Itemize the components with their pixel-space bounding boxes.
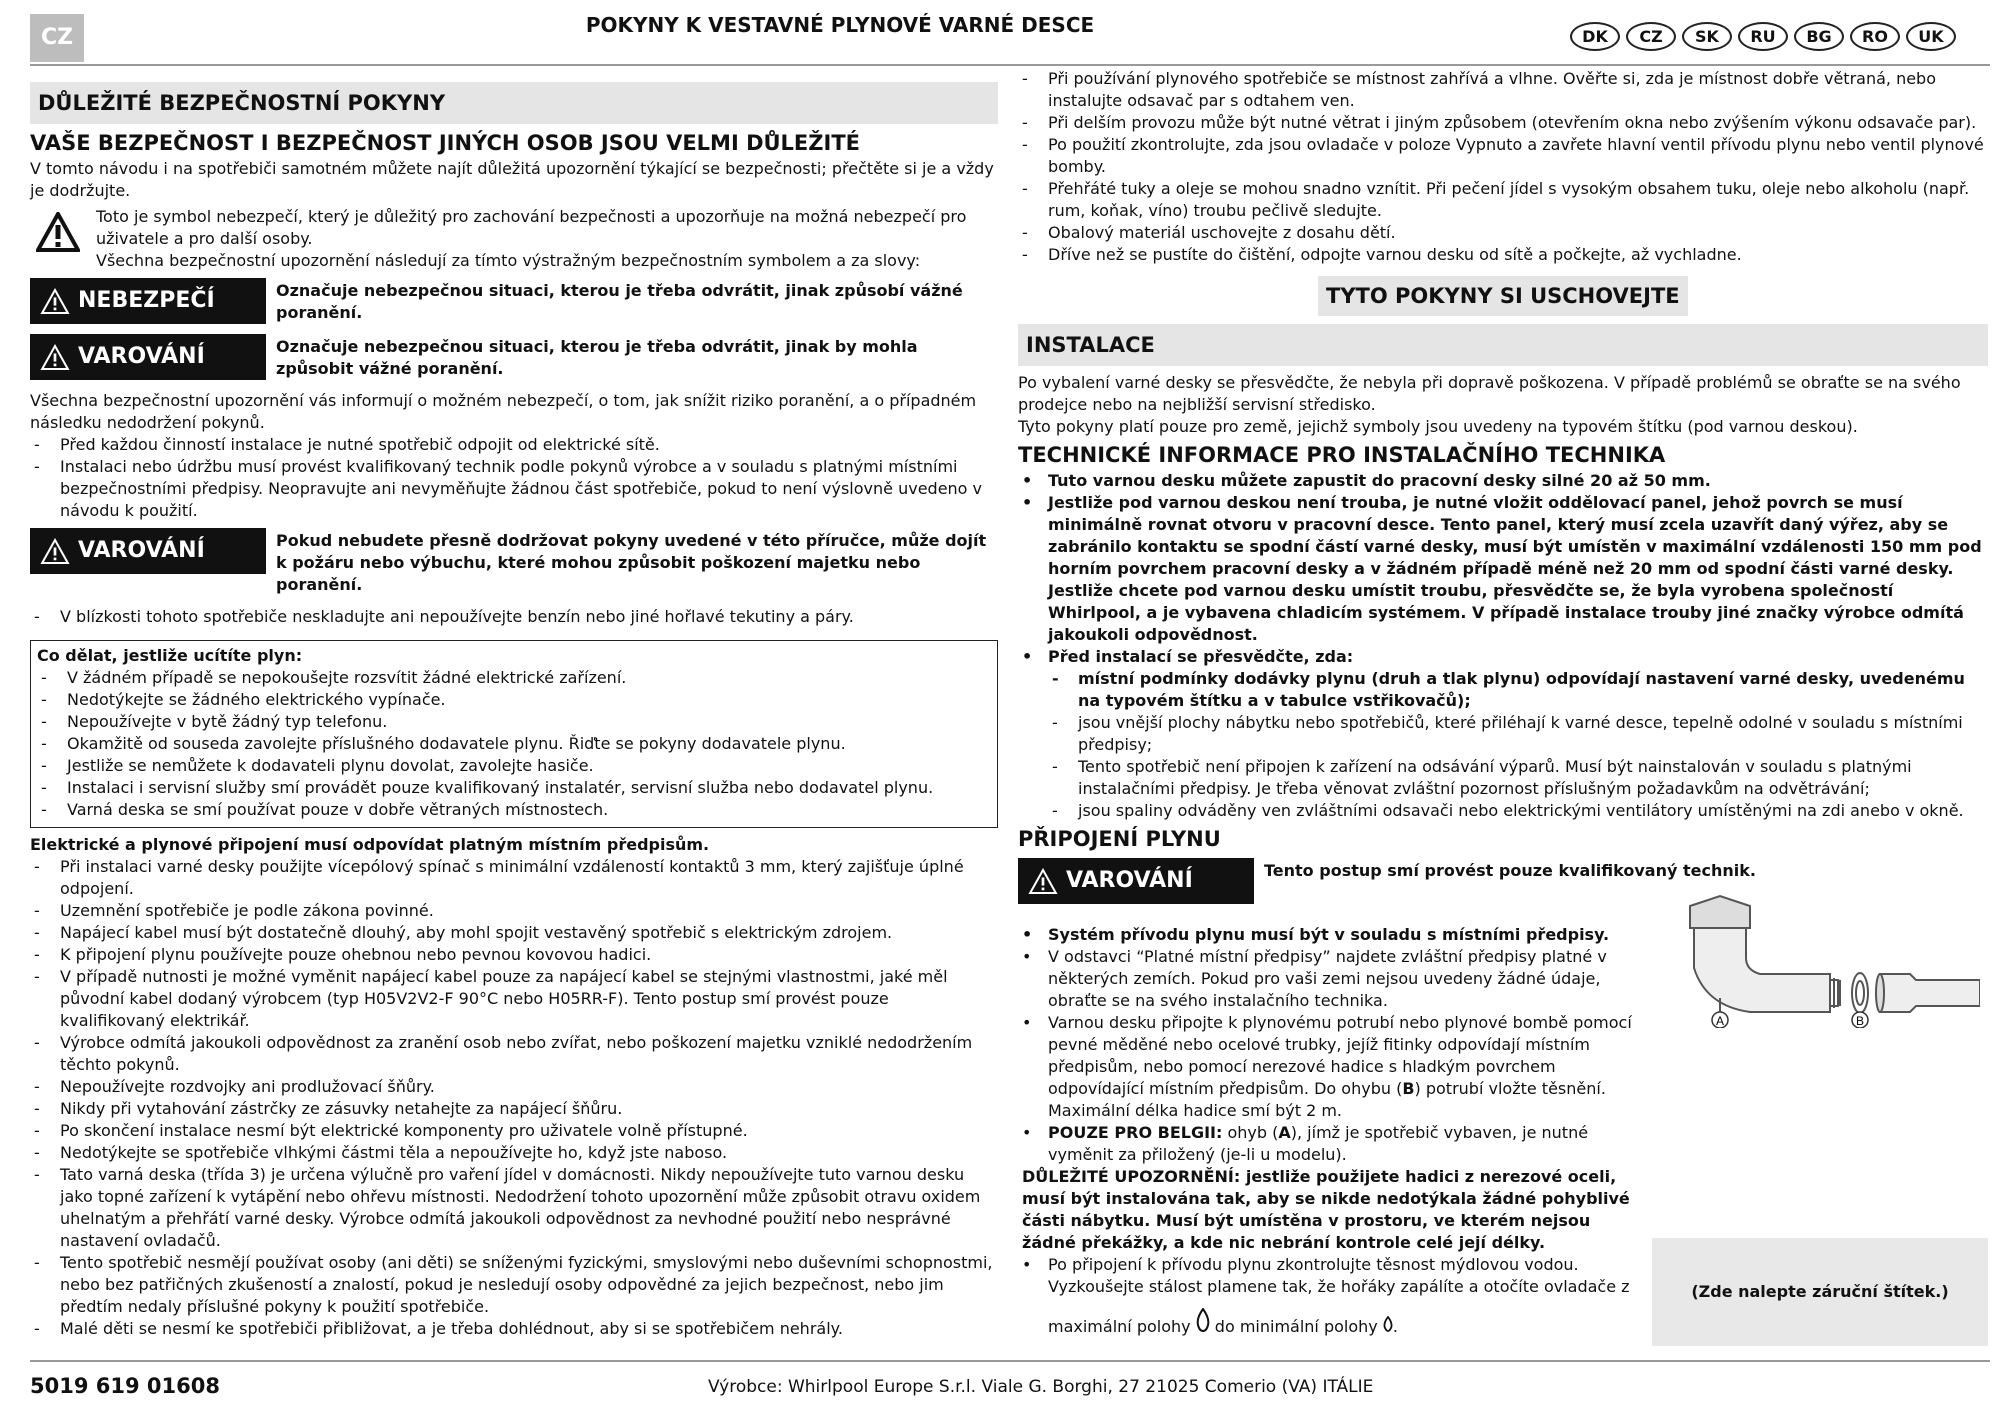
warning-triangle-icon	[40, 344, 70, 371]
list-item: - Nepoužívejte rozdvojky ani prodlužovací šňůry.	[30, 1076, 998, 1098]
left-column	[30, 82, 998, 1340]
list-item: - Nikdy při vytahování zástrčky ze zásuvky netahejte za napájecí šňůru.	[30, 1098, 998, 1120]
tech-info-title: TECHNICKÉ INFORMACE PRO INSTALAČNÍHO TECHNIKA	[1018, 443, 1666, 467]
list-item: - Před každou činností instalace je nutné spotřebič odpojit od elektrické sítě.	[30, 434, 998, 456]
warning-triangle-icon	[40, 538, 70, 565]
list-item: - Výrobce odmítá jakoukoli odpovědnost za zranění osob nebo zvířat, nebo poškození majetku vzniklé nedodržením těchto pokynů.	[30, 1032, 998, 1076]
list-item: - jsou vnější plochy nábytku nebo spotřebičů, které přiléhají k varné desce, tepelně odolné v souladu s místními předpisy;	[1018, 712, 1988, 756]
list-item: - Dříve než se pustíte do čištění, odpojte varnou desku od sítě a počkejte, až vychladne.	[1018, 244, 1988, 266]
list-item: - Při instalaci varné desky použijte vícepólový spínač s minimální vzdáleností kontaktů 3 mm, který zajišťuje úplné odpojení.	[30, 856, 998, 900]
lang-dk: DK	[1570, 22, 1620, 51]
list-item: • Před instalací se přesvědčte, zda:	[1018, 646, 1988, 668]
list-item: • Jestliže pod varnou deskou není trouba, je nutné vložit oddělovací panel, jehož povrch se musí minimálně rovnat otvoru v pracovní desce. Tento panel, který musí zcela uzavřít daný výřez, aby se zabránilo kontaktu se spodní částí varné desky, musí být umístěn v maximální vzdálenosti 150 mm pod horním povrchem pracovní desky a v žádném případě méně než 20 mm od spodní části varné desky. Jestliže chcete pod varnou desku umístit troubu, přesvědčte se, že byla vyrobena společností Whirlpool, a je vybavena chladicím systémem. V případě instalace trouby jiné značky výrobce odmítá jakoukoli odpovědnost.	[1018, 492, 1988, 646]
list-item: - Obalový materiál uschovejte z dosahu dětí.	[1018, 222, 1988, 244]
max-flame-icon	[1196, 1308, 1210, 1332]
gas-warning-label: VAROVÁNÍ	[1066, 868, 1193, 893]
warning-text: Označuje nebezpečnou situaci, kterou je třeba odvrátit, jinak by mohla způsobit vážné poranění.	[276, 337, 918, 378]
language-list	[1570, 22, 1956, 51]
warning2-row	[30, 528, 998, 596]
list-item: - Po skončení instalace nesmí být elektrické komponenty pro uživatele volně přístupné.	[30, 1120, 998, 1142]
min-flame-icon	[1383, 1316, 1393, 1332]
list-item: - Nedotýkejte se spotřebiče vlhkými částmi těla a nepoužívejte ho, když jste naboso.	[30, 1142, 998, 1164]
manufacturer-info: Výrobce: Whirlpool Europe S.r.l. Viale G. Borghi, 27 21025 Comerio (VA) ITÁLIE	[708, 1377, 1374, 1397]
list-item: - Tento spotřebič není připojen k zařízení na odsávání výparů. Musí být nainstalován v souladu s platnými instalačními předpisy. Je třeba věnovat zvláštní pozornost příslušným požadavkům na odvětrávání;	[1018, 756, 1988, 800]
warning-triangle-icon	[30, 206, 96, 272]
list-item: • POUZE PRO BELGII: ohyb (A), jímž je spotřebič vybaven, je nutné vyměnit za přiložený (je-li u modelu).	[1018, 1122, 1648, 1166]
list-item: - Instalaci i servisní služby smí provádět pouze kvalifikovaný instalatér, servisní služba nebo dodavatel plynu.	[37, 777, 991, 799]
list-item: - K připojení plynu používejte pouze ohebnou nebo pevnou kovovou hadici.	[30, 944, 998, 966]
list-item: • Varnou desku připojte k plynovému potrubí nebo plynové bombě pomocí pevné měděné nebo ocelové trubky, jejíž fitinky odpovídají místním předpisům, nebo pomocí nerezové hadice s hladkým povrchem odpovídající místním předpisům. Do ohybu (B) potrubí vložte těsnění. Maximální délka hadice smí být 2 m.	[1018, 1012, 1648, 1122]
language-badge: CZ	[30, 14, 84, 62]
document-code: 5019 619 01608	[30, 1374, 220, 1398]
list-item: - V blízkosti tohoto spotřebiče neskladujte ani nepoužívejte benzín nebo jiné hořlavé tekutiny a páry.	[30, 606, 998, 628]
list-item: - Instalaci nebo údržbu musí provést kvalifikovaný technik podle pokynů výrobce a v souladu s platnými místními bezpečnostními předpisy. Neopravujte ani nevyměňujte žádnou část spotřebiče, pokud to není výslovně uvedeno v návodu k použití.	[30, 456, 998, 522]
electrical-title: Elektrické a plynové připojení musí odpovídat platným místním předpisům.	[30, 835, 710, 854]
list-item: - Přehřáté tuky a oleje se mohou snadno vznítit. Při pečení jídel s vysokým obsahem tuku, oleje nebo alkoholu (např. rum, koňak, víno) troubu pečlivě sledujte.	[1018, 178, 1988, 222]
danger-symbol-row	[30, 206, 998, 272]
list-item: - Jestliže se nemůžete k dodavateli plynu dovolat, zavolejte hasiče.	[37, 755, 991, 777]
list-item: - místní podmínky dodávky plynu (druh a tlak plynu) odpovídají nastavení varné desky, uvedenému na typovém štítku a v tabulce vstřikovačů);	[1018, 668, 1988, 712]
flame-positions: maximální polohy do minimální polohy .	[1018, 1308, 1648, 1338]
gas-smell-box	[30, 640, 998, 828]
warning-row	[30, 334, 998, 380]
gas-connection-title: PŘIPOJENÍ PLYNU	[1018, 827, 1221, 851]
danger-badge	[30, 278, 266, 324]
danger-label: NEBEZPEČÍ	[78, 288, 215, 313]
fig-label-a: A	[1715, 1014, 1725, 1028]
lang-cz: CZ	[1626, 22, 1676, 51]
list-item: - Nedotýkejte se žádného elektrického vypínače.	[37, 689, 991, 711]
warning2-label: VAROVÁNÍ	[78, 538, 205, 563]
footer-divider	[30, 1360, 1990, 1362]
keep-instructions-heading: TYTO POKYNY SI USCHOVEJTE	[1318, 276, 1688, 316]
warranty-label-box: (Zde nalepte záruční štítek.)	[1652, 1238, 1988, 1346]
danger-text: Označuje nebezpečnou situaci, kterou je třeba odvrátit, jinak způsobí vážné poranění.	[276, 281, 963, 322]
list-item: - Tento spotřebič nesmějí používat osoby (ani děti) se sníženými fyzickými, smyslovými nebo duševními schopnostmi, nebo bez patřičných zkušeností a znalostí, pokud je nesledují osoby odpovědné za jejich bezpečnost, nebo jim předtím nedaly příslušné pokyny k použití spotřebiče.	[30, 1252, 998, 1318]
safety-info: Všechna bezpečnostní upozornění vás informují o možném nebezpečí, o tom, jak snížit riziko poranění, a o případném následku nedodržení pokynů.	[30, 391, 977, 432]
list-item: - Napájecí kabel musí být dostatečně dlouhý, aby mohl spojit vestavěný spotřebič s elektrickým zdrojem.	[30, 922, 998, 944]
list-item: - Varná deska se smí používat pouze v dobře větraných místnostech.	[37, 799, 991, 821]
warning-label: VAROVÁNÍ	[78, 344, 205, 369]
lang-ru: RU	[1738, 22, 1788, 51]
danger-row	[30, 278, 998, 324]
installation-text-1: Po vybalení varné desky se přesvědčte, že nebyla při dopravě poškozena. V případě problémů se obraťte se na svého prodejce nebo na nejbližší servisní středisko.	[1018, 373, 1961, 414]
important-note: DŮLEŽITÉ UPOZORNĚNÍ: jestliže použijete hadici z nerezové oceli, musí být instalována tak, aby se nikde nedotýkala žádné pohyblivé části nábytku. Musí být umístěna v prostoru, ve kterém nejsou žádné překážky, a kde nic nebrání kontrole celé její délky.	[1022, 1167, 1630, 1252]
gas-smell-title: Co dělat, jestliže ucítíte plyn:	[37, 646, 303, 665]
list-item: - Při používání plynového spotřebiče se místnost zahřívá a vlhne. Ověřte si, zda je místnost dobře větraná, nebo instalujte odsavač par s odtahem ven.	[1018, 68, 1988, 112]
warning2-text: Pokud nebudete přesně dodržovat pokyny uvedené v této příručce, může dojít k požáru nebo výbuchu, které mohou způsobit poškození majetku nebo poranění.	[276, 531, 987, 594]
list-item: • Tuto varnou desku můžete zapustit do pracovní desky silné 20 až 50 mm.	[1018, 470, 1988, 492]
list-item: - V žádném případě se nepokoušejte rozsvítit žádné elektrické zařízení.	[37, 667, 991, 689]
list-item: - Malé děti se nesmí ke spotřebiči přibližovat, a je třeba dohlédnout, aby si se spotřebičem nehrály.	[30, 1318, 998, 1340]
symbol-text-2: Všechna bezpečnostní upozornění následují za tímto výstražným bezpečnostním symbolem a za slovy:	[96, 251, 921, 270]
lang-uk: UK	[1906, 22, 1956, 51]
gas-warning-badge	[1018, 858, 1254, 904]
list-item: - Po použití zkontrolujte, zda jsou ovladače v poloze Vypnuto a zavřete hlavní ventil přívodu plynu nebo ventil plynové bomby.	[1018, 134, 1988, 178]
symbol-text-1: Toto je symbol nebezpečí, který je důležitý pro zachování bezpečnosti a upozorňuje na možná nebezpečí pro uživatele a pro další osoby.	[96, 207, 967, 248]
warning-badge	[30, 334, 266, 380]
lang-ro: RO	[1850, 22, 1900, 51]
list-item: - Okamžitě od souseda zavolejte příslušného dodavatele plynu. Řiďte se pokyny dodavatele plynu.	[37, 733, 991, 755]
warning2-badge	[30, 528, 266, 574]
warning-triangle-icon	[1028, 868, 1058, 895]
gas-warning-text: Tento postup smí provést pouze kvalifikovaný technik.	[1264, 861, 1756, 880]
list-item: - jsou spaliny odváděny ven zvláštními odsavači nebo elektrickými ventilátory umístěnými na zdi anebo v okně.	[1018, 800, 1988, 822]
lang-sk: SK	[1682, 22, 1732, 51]
right-column	[1018, 68, 1988, 1338]
list-item: • Systém přívodu plynu musí být v souladu s místními předpisy.	[1018, 924, 1648, 946]
fig-label-b: B	[1855, 1014, 1865, 1028]
header-divider	[30, 64, 1990, 66]
list-item: - Při delším provozu může být nutné větrat i jiným způsobem (otevřením okna nebo zvýšením výkonu odsavače par).	[1018, 112, 1988, 134]
lang-bg: BG	[1794, 22, 1844, 51]
list-item: - Uzemnění spotřebiče je podle zákona povinné.	[30, 900, 998, 922]
safety-intro: V tomto návodu i na spotřebiči samotném můžete najít důležitá upozornění týkající se bezpečnosti; přečtěte si je a vždy je dodržujte.	[30, 159, 994, 200]
list-item: - Nepoužívejte v bytě žádný typ telefonu.	[37, 711, 991, 733]
safety-subtitle: VAŠE BEZPEČNOST I BEZPEČNOST JINÝCH OSOB JSOU VELMI DŮLEŽITÉ	[30, 131, 860, 155]
document-title: POKYNY K VESTAVNÉ PLYNOVÉ VARNÉ DESCE	[585, 13, 1095, 37]
list-item: - Tato varná deska (třída 3) je určena výlučně pro vaření jídel v domácnosti. Nikdy nepoužívejte tuto varnou desku jako topné zařízení k vytápění nebo ohřevu místnosti. Nedodržení tohoto upozornění může způsobit otravu oxidem uhelnatým a přehřátí varné desky. Výrobce odmítá jakoukoli odpovědnost za nevhodné použití nebo nesprávné nastavení ovladačů.	[30, 1164, 998, 1252]
safety-section-title: DŮLEŽITÉ BEZPEČNOSTNÍ POKYNY	[30, 82, 998, 124]
list-item: - V případě nutnosti je možné vyměnit napájecí kabel pouze za napájecí kabel se stejnými vlastnostmi, jaké měl původní kabel dodaný výrobcem (typ H05V2V2-F 90°C nebo H05RR-F). Tento postup smí provést pouze kvalifikovaný elektrikář.	[30, 966, 998, 1032]
list-item: • V odstavci “Platné místní předpisy” najdete zvláštní předpisy platné v některých zemích. Pokud pro vaši zemi nejsou uvedeny žádné údaje, obraťte se na svého instalačního technika.	[1018, 946, 1648, 1012]
gas-fitting-illustration	[1680, 888, 1980, 1028]
installation-section-title: INSTALACE	[1018, 324, 1988, 366]
list-item: • Po připojení k přívodu plynu zkontrolujte těsnost mýdlovou vodou. Vyzkoušejte stálost plamene tak, že hořáky zapálíte a otočíte ovladače z	[1018, 1254, 1648, 1298]
warning-triangle-icon	[40, 288, 70, 315]
installation-text-2: Tyto pokyny platí pouze pro země, jejichž symboly jsou uvedeny na typovém štítku (pod varnou deskou).	[1018, 417, 1858, 436]
